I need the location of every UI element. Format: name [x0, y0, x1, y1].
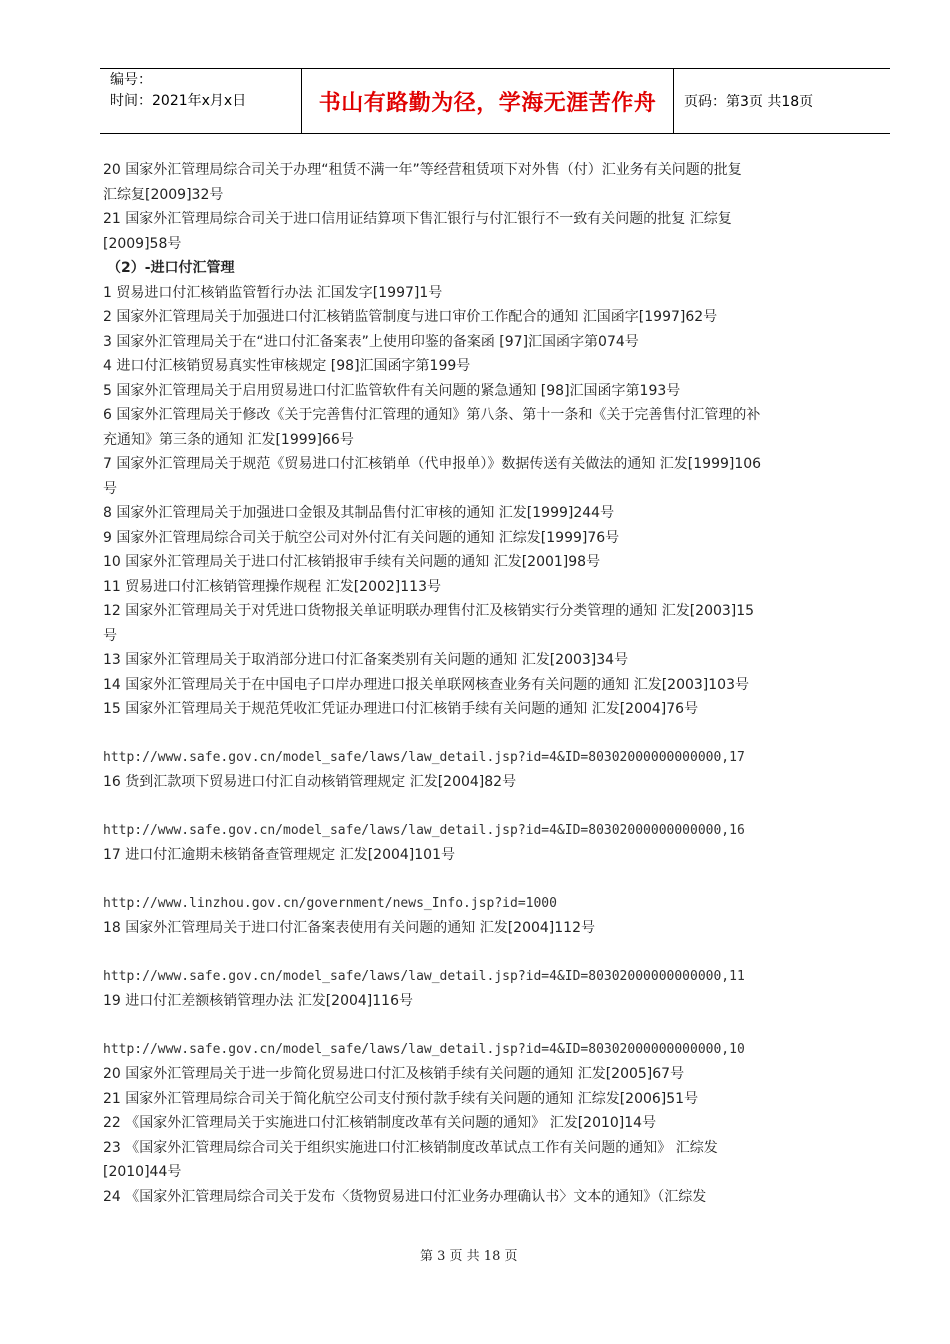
list-item: 23 《国家外汇管理局综合司关于组织实施进口付汇核销制度改革试点工作有关问题的通知》 汇综发 [103, 1139, 718, 1156]
section-heading: （2）-进口付汇管理 [107, 260, 235, 276]
list-item: 号 [103, 480, 117, 497]
url-line: http://www.linzhou.gov.cn/government/news_Info.jsp?id=1000 [103, 895, 557, 911]
list-item: 7 国家外汇管理局关于规范《贸易进口付汇核销单（代申报单）》数据传送有关做法的通知 汇发[1999]106 [103, 456, 762, 472]
url-line: http://www.safe.gov.cn/model_safe/laws/law_detail.jsp?id=4&ID=80302000000000000,11 [103, 968, 745, 984]
list-item: 9 国家外汇管理局综合司关于航空公司对外付汇有关问题的通知 汇综发[1999]76号 [103, 529, 620, 546]
header-meta [100, 69, 302, 133]
list-item: 14 国家外汇管理局关于在中国电子口岸办理进口报关单联网核查业务有关问题的通知 汇发[2003]103号 [103, 676, 749, 693]
header-page-label: 页码：第3页 共18页 [684, 94, 814, 110]
list-item: [2009]58号 [103, 235, 182, 252]
list-item: 18 国家外汇管理局关于进口付汇备案表使用有关问题的通知 汇发[2004]112号 [103, 920, 595, 936]
list-item: 充通知》第三条的通知 汇发[1999]66号 [103, 431, 354, 448]
list-item: 1 贸易进口付汇核销监管暂行办法 汇国发字[1997]1号 [103, 284, 443, 301]
list-item: 12 国家外汇管理局关于对凭进口货物报关单证明联办理售付汇及核销实行分类管理的通知 汇发[2003]15 [103, 603, 755, 619]
list-item: 8 国家外汇管理局关于加强进口金银及其制品售付汇审核的通知 汇发[1999]244号 [103, 505, 615, 521]
url-line: http://www.safe.gov.cn/model_safe/laws/law_detail.jsp?id=4&ID=80302000000000000,16 [103, 822, 745, 838]
list-item: 5 国家外汇管理局关于启用贸易进口付汇监管软件有关问题的紧急通知 [98]汇国函字第193号 [103, 382, 681, 399]
url-line: http://www.safe.gov.cn/model_safe/laws/law_detail.jsp?id=4&ID=80302000000000000,10 [103, 1041, 745, 1057]
list-item: 号 [103, 627, 117, 644]
list-item: 11 贸易进口付汇核销管理操作规程 汇发[2002]113号 [103, 578, 441, 595]
list-item: [2010]44号 [103, 1164, 182, 1180]
list-item: 20 国家外汇管理局关于进一步简化贸易进口付汇及核销手续有关问题的通知 汇发[2005]67号 [103, 1066, 685, 1082]
list-item: 4 进口付汇核销贸易真实性审核规定 [98]汇国函字第199号 [103, 358, 471, 374]
page-header [100, 68, 890, 134]
list-item: 2 国家外汇管理局关于加强进口付汇核销监管制度与进口审价工作配合的通知 汇国函字[1997]62号 [103, 309, 718, 325]
list-item: 22 《国家外汇管理局关于实施进口付汇核销制度改革有关问题的通知》 汇发[2010]14号 [103, 1115, 657, 1131]
list-item: 10 国家外汇管理局关于进口付汇核销报审手续有关问题的通知 汇发[2001]98号 [103, 554, 601, 570]
list-item: 24 《国家外汇管理局综合司关于发布〈货物贸易进口付汇业务办理确认书〉文本的通知》（汇综发 [103, 1188, 707, 1205]
list-item: 汇综复[2009]32号 [103, 186, 224, 203]
document-body [103, 158, 893, 1209]
list-item: 16 货到汇款项下贸易进口付汇自动核销管理规定 汇发[2004]82号 [103, 774, 517, 790]
list-item: 21 国家外汇管理局综合司关于简化航空公司支付预付款手续有关问题的通知 汇综发[2006]51号 [103, 1090, 699, 1107]
list-item: 6 国家外汇管理局关于修改《关于完善售付汇管理的通知》第八条、第十一条和《关于完善售付汇管理的补 [103, 407, 761, 423]
list-item: 17 进口付汇逾期未核销备查管理规定 汇发[2004]101号 [103, 847, 455, 863]
list-item: 20 国家外汇管理局综合司关于办理“租赁不满一年”等经营租赁项下对外售（付）汇业务有关问题的批复 [103, 162, 742, 178]
list-item: 13 国家外汇管理局关于取消部分进口付汇备案类别有关问题的通知 汇发[2003]34号 [103, 652, 629, 668]
number-label: 编号： [110, 72, 152, 88]
list-item: 19 进口付汇差额核销管理办法 汇发[2004]116号 [103, 993, 413, 1009]
header-motto: 书山有路勤为径，学海无涯苦作舟 [302, 69, 674, 133]
url-line: http://www.safe.gov.cn/model_safe/laws/law_detail.jsp?id=4&ID=80302000000000000,17 [103, 749, 745, 765]
page-footer: 第 3 页 共 18 页 [420, 1249, 518, 1264]
time-label: 时间：2021年x月x日 [110, 93, 247, 109]
list-item: 3 国家外汇管理局关于在“进口付汇备案表”上使用印鉴的备案函 [97]汇国函字第074号 [103, 333, 639, 350]
list-item: 21 国家外汇管理局综合司关于进口信用证结算项下售汇银行与付汇银行不一致有关问题的批复 汇综复 [103, 211, 732, 227]
list-item: 15 国家外汇管理局关于规范凭收汇凭证办理进口付汇核销手续有关问题的通知 汇发[2004]76号 [103, 701, 699, 717]
